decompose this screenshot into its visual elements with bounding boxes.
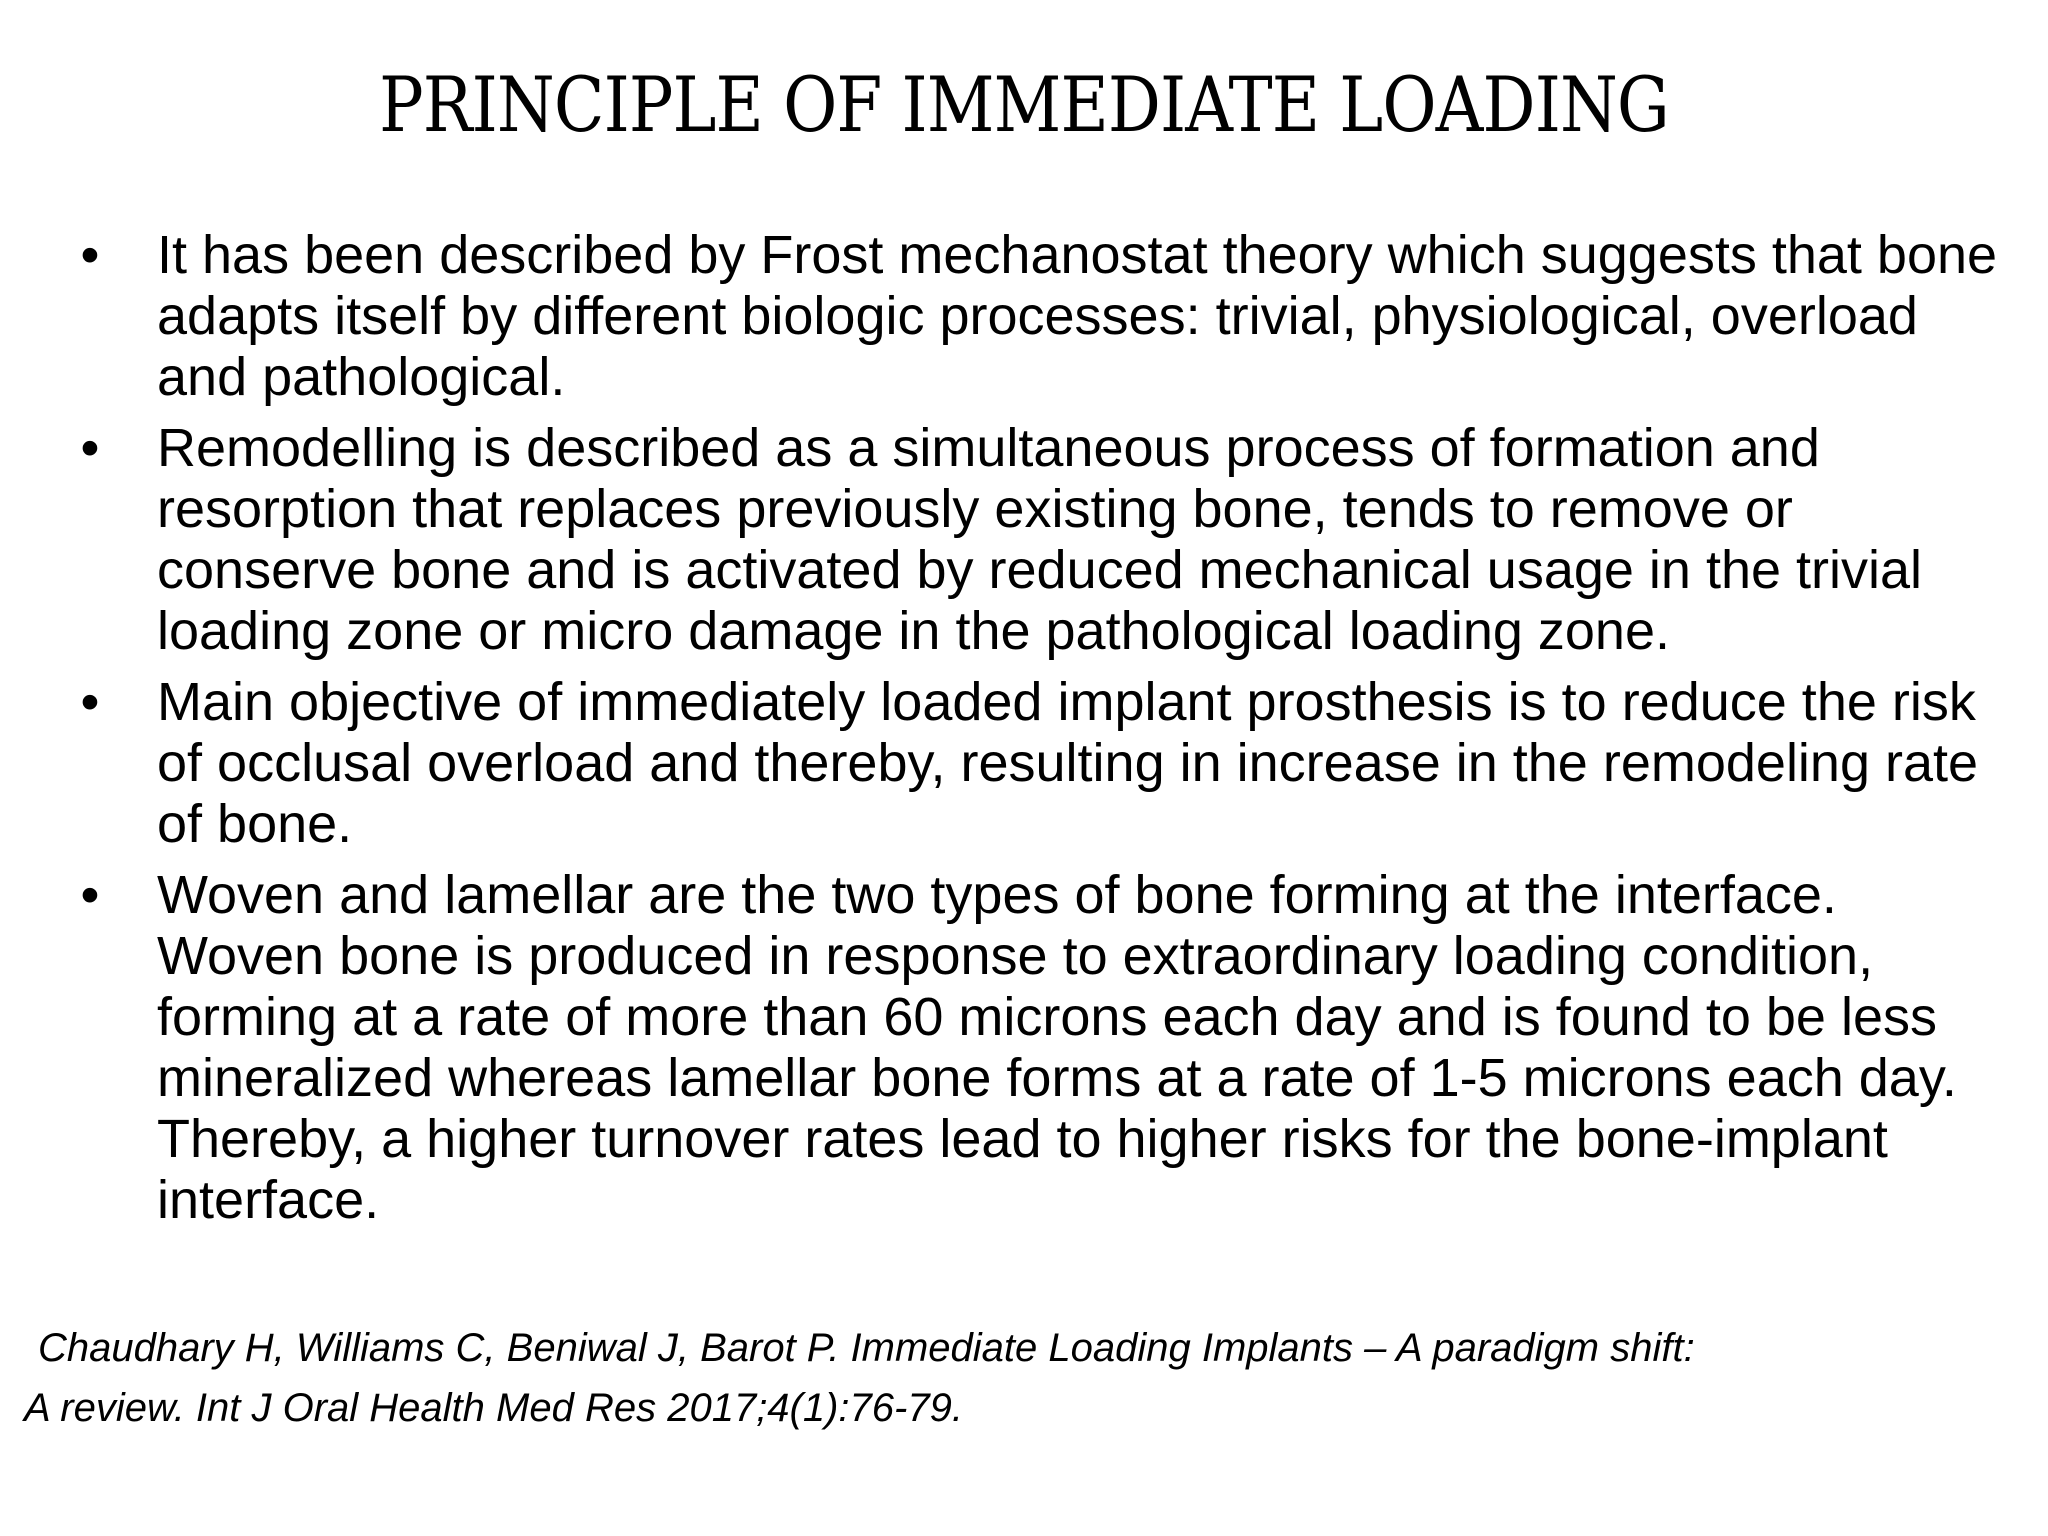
bullet-item: [70, 865, 2000, 1231]
bullet-text: Woven and lamellar are the two types of bone forming at the interface. Woven bone is produced in response to extraordinary loading condition, forming at a rate of more than 60 microns each day and is found to be less mineralized whereas lamellar bone forms at a rate of 1-5 microns each day. Thereby, a higher turnover rates lead to higher risks for the bone-implant interface.: [157, 865, 1957, 1230]
bullet-text: Remodelling is described as a simultaneous process of formation and resorption that replaces previously existing bone, tends to remove or conserve bone and is activated by reduced mechanical usage in the trivial loading zone or micro damage in the pathological loading zone.: [157, 418, 1923, 661]
bullet-icon: •: [80, 865, 100, 925]
bullet-list: [70, 225, 2000, 1241]
bullet-icon: •: [80, 418, 100, 478]
citation-line-2: A review. Int J Oral Health Med Res 2017;4(1):76-79.: [24, 1386, 963, 1430]
bullet-item: [70, 225, 2000, 408]
bullet-icon: •: [80, 225, 100, 285]
slide-title: PRINCIPLE OF IMMEDIATE LOADING: [379, 60, 1669, 149]
citation-line-1: Chaudhary H, Williams C, Beniwal J, Barot P. Immediate Loading Implants – A paradigm shift:: [38, 1326, 1695, 1370]
bullet-icon: •: [80, 672, 100, 732]
bullet-item: [70, 672, 2000, 855]
citation: [24, 1318, 2014, 1438]
bullet-text: Main objective of immediately loaded implant prosthesis is to reduce the risk of occlusal overload and thereby, resulting in increase in the remodeling rate of bone.: [157, 672, 1979, 854]
bullet-item: [70, 418, 2000, 662]
bullet-text: It has been described by Frost mechanostat theory which suggests that bone adapts itself by different biologic processes: trivial, physiological, overload and pathological.: [157, 225, 1998, 407]
